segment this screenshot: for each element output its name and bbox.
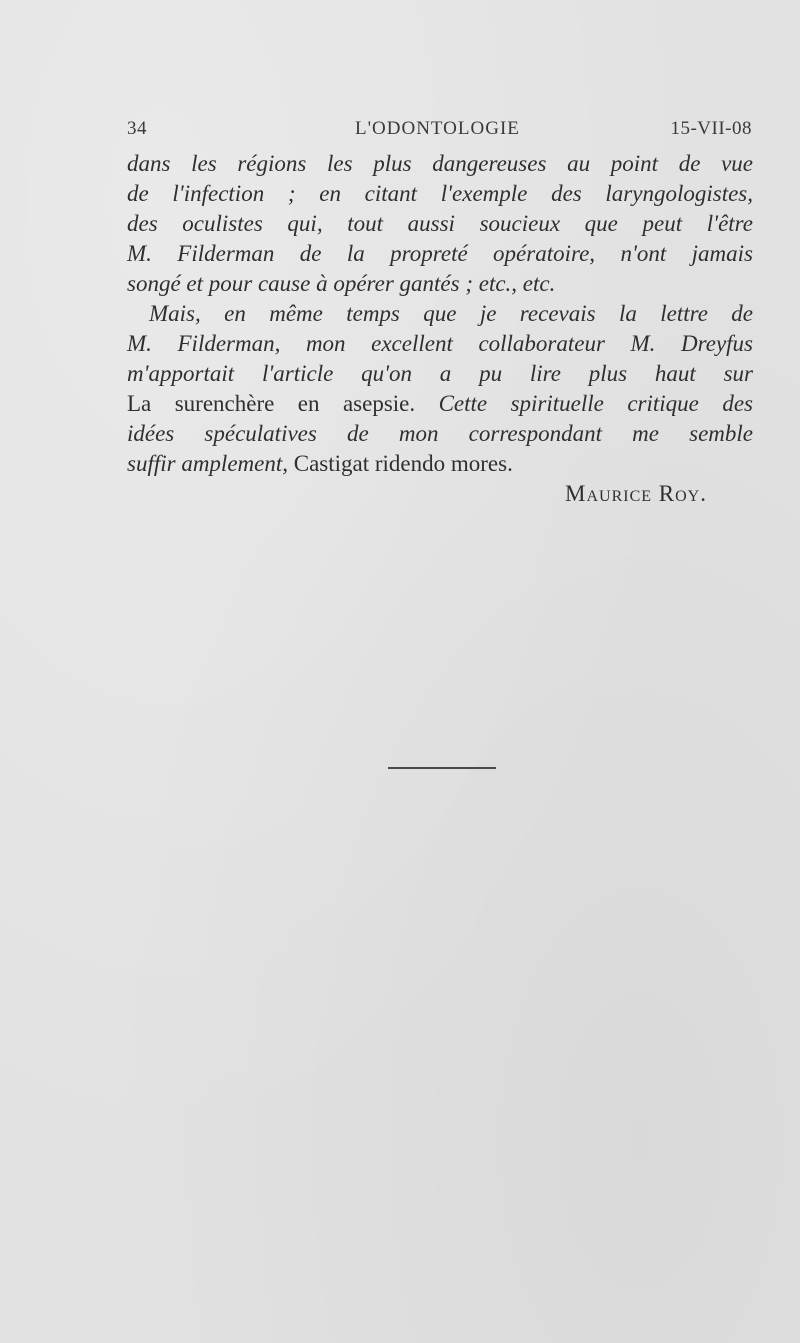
text-line: m'apportait l'article qu'on a pu lire plus haut sur [127, 361, 753, 386]
book-title: La surenchère en asepsie. [127, 391, 416, 416]
issue-date: 15-VII-08 [670, 118, 752, 139]
italic-text: suffir amplement, [127, 451, 288, 476]
article-text [127, 149, 753, 509]
text-line [127, 389, 753, 419]
text-line: idées spéculatives de mon correspondant me semble [127, 421, 753, 446]
running-title: L'ODONTOLOGIE [355, 118, 520, 139]
text-line: M. Filderman, mon excellent collaborateur M. Dreyfus [127, 331, 753, 356]
text-line: de l'infection ; en citant l'exemple des laryngologistes, [127, 181, 753, 206]
section-divider [388, 767, 496, 769]
page-number: 34 [127, 118, 147, 139]
italic-text: Cette spirituelle critique des [415, 391, 753, 416]
text-line: Mais, en même temps que je recevais la lettre de [149, 301, 753, 326]
latin-quote: Castigat ridendo mores. [288, 451, 513, 476]
text-line: M. Filderman de la propreté opératoire, n'ont jamais [127, 241, 753, 266]
signature: Maurice Roy. [565, 481, 707, 506]
text-line: dans les régions les plus dangereuses au point de vue [127, 151, 753, 176]
page-header [127, 118, 752, 148]
text-line [127, 449, 753, 479]
text-line: songé et pour cause à opérer gantés ; etc., etc. [127, 271, 556, 296]
text-line: des oculistes qui, tout aussi soucieux que peut l'être [127, 211, 753, 236]
